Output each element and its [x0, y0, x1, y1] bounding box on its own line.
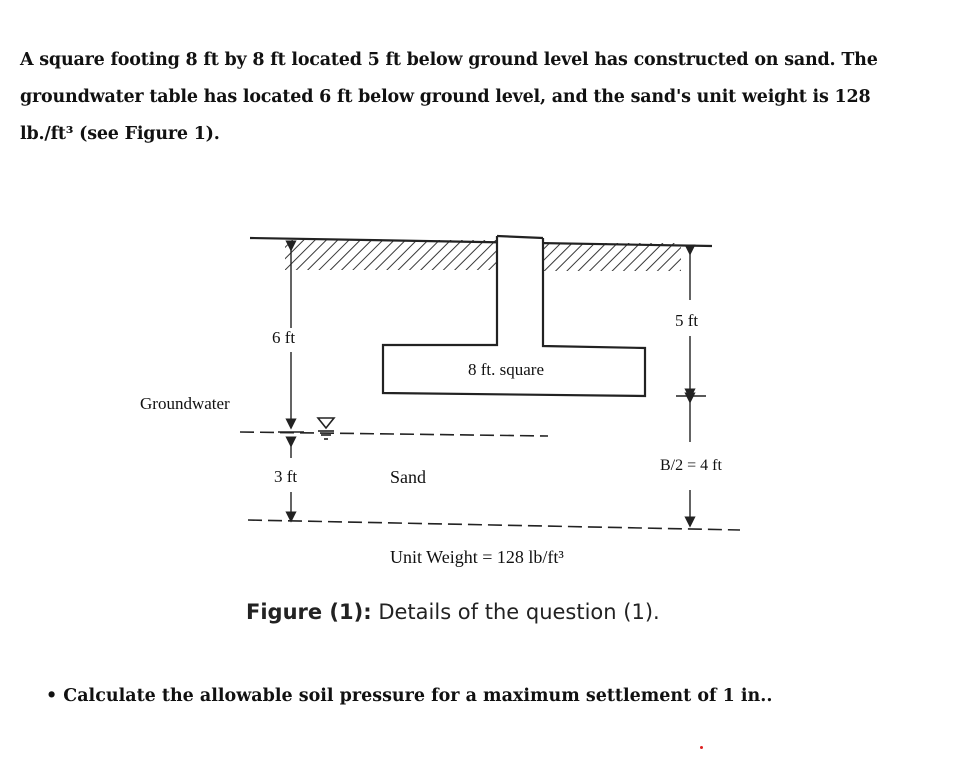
- label-footing: 8 ft. square: [468, 360, 545, 379]
- red-mark: [700, 746, 703, 749]
- caption-text: Details of the question (1).: [371, 600, 660, 624]
- figure-caption: [246, 600, 660, 624]
- label-6ft: 6 ft: [272, 328, 296, 347]
- problem-line-3: lb./ft³ (see Figure 1).: [20, 124, 220, 144]
- water-table-icon: [318, 418, 334, 439]
- label-3ft: 3 ft: [274, 467, 298, 486]
- influence-depth-line: [248, 520, 740, 530]
- problem-line-2: groundwater table has located 6 ft below ground level, and the sand's unit weight is 128: [20, 87, 871, 107]
- caption-prefix: Figure (1):: [246, 600, 372, 624]
- question-item: [46, 686, 772, 706]
- bullet: •: [46, 686, 58, 706]
- label-groundwater: Groundwater: [140, 394, 230, 413]
- label-b2: B/2 = 4 ft: [660, 457, 722, 474]
- label-5ft: 5 ft: [675, 311, 699, 330]
- question-text: Calculate the allowable soil pressure for a maximum settlement of 1 in..: [63, 686, 773, 706]
- problem-line-1: A square footing 8 ft by 8 ft located 5 ft below ground level has constructed on sand. The: [20, 50, 878, 70]
- label-sand: Sand: [390, 467, 426, 487]
- label-unit-weight: Unit Weight = 128 lb/ft³: [390, 547, 564, 567]
